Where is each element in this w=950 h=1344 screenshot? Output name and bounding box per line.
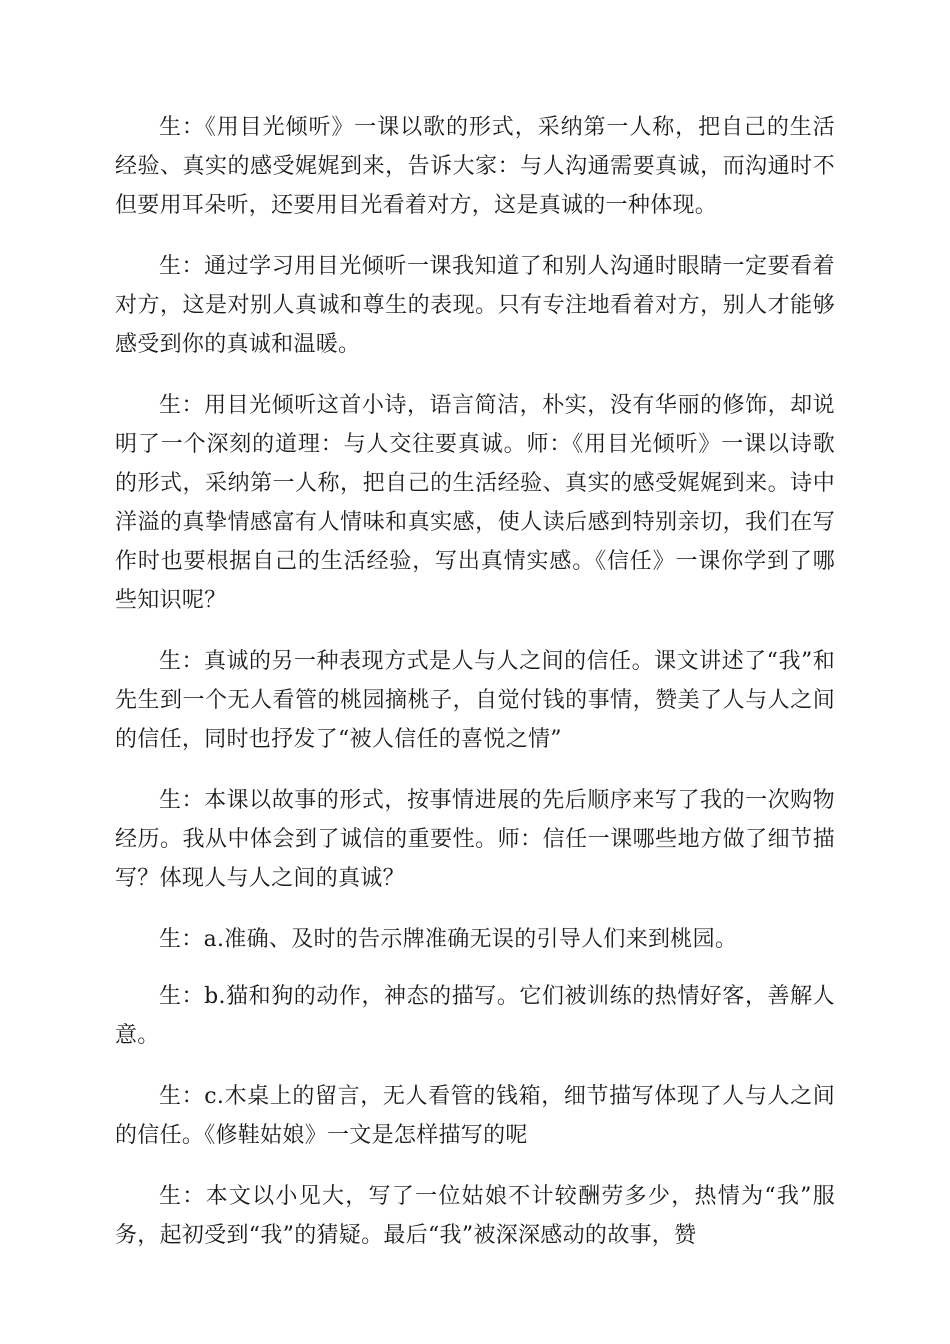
paragraph-7: 生：b.猫和狗的动作，神态的描写。它们被训练的热情好客，善解人意。	[115, 984, 835, 1048]
paragraph-3: 生：用目光倾听这首小诗，语言简洁，朴实，没有华丽的修饰，却说明了一个深刻的道理：与人交往要真诚。师：《用目光倾听》一课以诗歌的形式，采纳第一人称，把自己的生活经验、真实的感受娓娓到来。诗中洋溢的真挚情感富有人情味和真实感，使人读后感到特别亲切，我们在写作时也要根据自己的生活经验，写出真情实感。《信任》一课你学到了哪些知识呢？	[115, 393, 835, 613]
paragraph-8: 生：c.木桌上的留言，无人看管的钱箱，细节描写体现了人与人之间的信任。《修鞋姑娘》一文是怎样描写的呢	[115, 1084, 835, 1148]
paragraph-2: 生：通过学习用目光倾听一课我知道了和别人沟通时眼睛一定要看着对方，这是对别人真诚和尊生的表现。只有专注地看着对方，别人才能够感受到你的真诚和温暖。	[115, 254, 835, 357]
paragraph-4: 生：真诚的另一种表现方式是人与人之间的信任。课文讲述了“我”和先生到一个无人看管的桃园摘桃子，自觉付钱的事情，赞美了人与人之间的信任，同时也抒发了“被人信任的喜悦之情”	[115, 649, 835, 752]
paragraph-6: 生：a.准确、及时的告示牌准确无误的引导人们来到桃园。	[159, 927, 738, 952]
paragraph-1: 生：《用目光倾听》一课以歌的形式，采纳第一人称，把自己的生活经验、真实的感受娓娓到来，告诉大家：与人沟通需要真诚，而沟通时不但要用耳朵听，还要用目光看着对方，这是真诚的一种体现。	[115, 115, 835, 218]
paragraph-9: 生：本文以小见大，写了一位姑娘不计较酬劳多少，热情为“我”服务，起初受到“我”的猜疑。最后“我”被深深感动的故事，赞	[115, 1184, 835, 1248]
document-body	[115, 108, 835, 1277]
paragraph-5: 生：本课以故事的形式，按事情进展的先后顺序来写了我的一次购物经历。我从中体会到了诚信的重要性。师：信任一课哪些地方做了细节描写？体现人与人之间的真诚？	[115, 788, 835, 891]
